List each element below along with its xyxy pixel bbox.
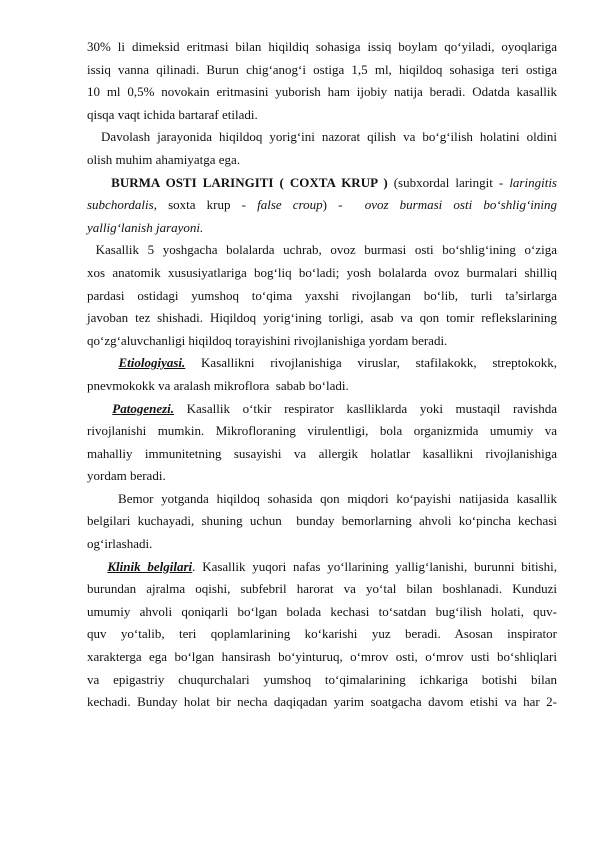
text-line: qisqa vaqt ichida bartaraf etiladi. xyxy=(87,106,258,122)
pathogenesis-label: Patogenezi. xyxy=(112,400,175,416)
text-fragment: Kasallik o‘tkir respirator kaslliklarda yoki mustaqil ravishda xyxy=(174,400,558,416)
text-line: kechadi. Bunday holat bir necha daqiqadan yarim soatgacha davom etishi va har 2- xyxy=(87,694,557,710)
text-fragment: , soxta krup - xyxy=(153,197,258,213)
text-line: qo‘zg‘aluvchanligi hiqildoq torayishini rivojlanishiga yordam beradi. xyxy=(87,332,448,348)
text-line: yordam beradi. xyxy=(87,468,166,484)
italic-definition: ovoz burmasi osti bo‘shlig‘ining xyxy=(364,197,557,213)
text-line xyxy=(87,194,557,217)
text-line: mahalliy immunitetning susayishi va allergik holatlar kasallikni rivojlanishiga xyxy=(87,445,557,461)
text-line: Bemor yotganda hiqildoq sohasida qon miqdori ko‘payishi natijasida kasallik xyxy=(87,490,557,506)
clinical-signs-line xyxy=(87,556,557,579)
text-fragment: ) - xyxy=(322,197,365,213)
text-line: xarakterga ega bo‘lgan hansirash bo‘yinturuq, o‘mrov osti, o‘mrov usti bo‘shliqlari xyxy=(87,649,557,665)
text-line: issiq vanna qilinadi. Burun chig‘anog‘i ostiga 1,5 ml, hiqildoq sohasiga teri ostiga xyxy=(87,61,557,77)
latin-term: subchordalis xyxy=(87,197,154,213)
text-line: pardasi ostidagi yumshoq to‘qima yaxshi rivojlangan bo‘lib, turli ta’sirlarga xyxy=(87,287,557,303)
text-line: burundan ajralma oqishi, subfebril harorat va yo‘tal bilan boshlanadi. Kunduzi xyxy=(87,581,557,597)
indent xyxy=(87,355,118,370)
section-heading: BURMA OSTI LARINGITI ( COXTA KRUP ) xyxy=(87,174,388,190)
text-fragment: . Kasallik yuqori nafas yo‘llarining yallig‘lanishi, burunni bitishi, xyxy=(192,558,557,574)
text-line: xos anatomik xususiyatlariga bog‘liq bo‘ladi; yosh bolalarda ovoz burmalari shilliq xyxy=(87,264,557,280)
text-line: quv yo‘talib, teri qoplamlarining ko‘karishi yuz beradi. Asosan inspirator xyxy=(87,626,557,642)
text-line: rivojlanishi mumkin. Mikrofloraning virulentligi, bola organizmida umumiy va xyxy=(87,423,557,439)
clinical-signs-label: Klinik belgilari xyxy=(107,558,193,574)
text-line: umumiy ahvoli qoniqarli bo‘lgan bolada kechasi to‘satdan bug‘ilish holati, quv- xyxy=(87,603,557,619)
text-line: Davolash jarayonida hiqildoq yorig‘ini nazorat qilish va bo‘g‘ilish holatini oldini xyxy=(87,129,557,145)
document-page xyxy=(87,36,557,714)
indent xyxy=(87,559,107,574)
text-line: olish muhim ahamiyatga ega. xyxy=(87,151,241,167)
section-heading-line xyxy=(87,172,557,195)
text-line: 10 ml 0,5% novokain eritmasini yuborish ham ijobiy natija beradi. Odatda kasallik xyxy=(87,84,557,100)
pathogenesis-line xyxy=(87,398,557,421)
etiology-line xyxy=(87,352,557,375)
text-line: 30% li dimeksid eritmasi bilan hiqildiq sohasiga issiq boylam qo‘yiladi, oyoqlariga xyxy=(87,39,557,54)
text-line: pnevmokokk va aralash mikroflora sabab bo‘ladi. xyxy=(87,377,349,393)
english-term: false croup xyxy=(257,197,323,213)
etiology-label: Etiologiyasi. xyxy=(118,355,186,371)
heading-latin-term: laringitis xyxy=(509,174,557,190)
italic-definition: yallig‘lanish jarayoni. xyxy=(87,219,204,235)
heading-subtitle: (subxordal laringit - xyxy=(387,174,510,190)
indent xyxy=(87,401,112,416)
text-line: belgilari kuchayadi, shuning uchun bunday bemorlarning ahvoli ko‘pincha kechasi xyxy=(87,513,557,529)
text-line: va epigastriy chuqurchalari yumshoq to‘qimalarining ichkariga botishi bilan xyxy=(87,671,557,687)
text-line: og‘irlashadi. xyxy=(87,536,153,552)
text-line: Kasallik 5 yoshgacha bolalarda uchrab, ovoz burmasi osti bo‘shlig‘ining o‘ziga xyxy=(87,242,557,258)
text-line: javoban tez shishadi. Hiqildoq yorig‘ining torligi, asab va qon tomir reflekslarining xyxy=(87,310,557,326)
text-fragment: Kasallikni rivojlanishiga viruslar, stafilakokk, streptokokk, xyxy=(185,355,557,371)
